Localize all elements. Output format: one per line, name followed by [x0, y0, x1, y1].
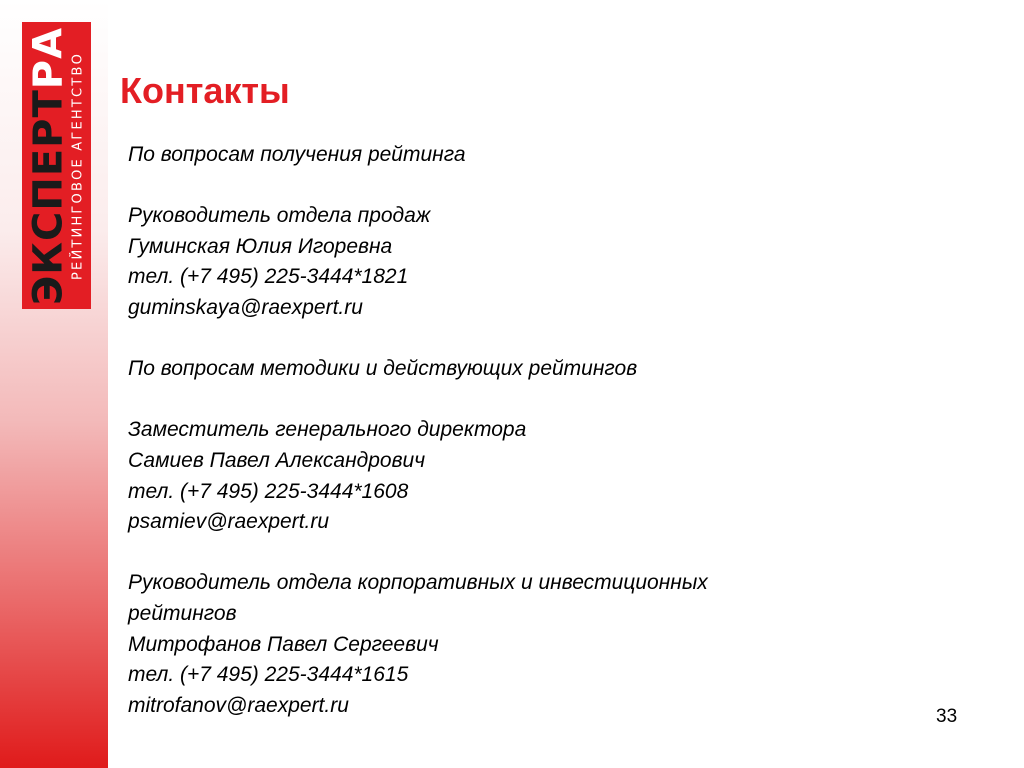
- contact-email-link[interactable]: mitrofanov@raexpert.ru: [128, 693, 349, 717]
- section-heading-methodology: По вопросам методики и действующих рейтингов: [128, 357, 638, 381]
- contacts-content: [128, 140, 888, 721]
- contact-position-continued: рейтингов: [128, 601, 237, 625]
- contact-phone: тел. (+7 495) 225-3444*1821: [128, 265, 409, 289]
- contact-name: Самиев Павел Александрович: [128, 448, 426, 472]
- contact-phone: тел. (+7 495) 225-3444*1608: [128, 479, 409, 503]
- section-heading-rating: По вопросам получения рейтинга: [128, 143, 466, 166]
- logo-word-ra: РА: [24, 26, 71, 89]
- contact-phone: тел. (+7 495) 225-3444*1615: [128, 663, 409, 687]
- expert-ra-logo: [22, 22, 91, 309]
- logo-subtitle: РЕЙТИНГОВОЕ АГЕНТСТВО: [69, 51, 85, 280]
- contact-position: Руководитель отдела корпоративных и инвестиционных: [128, 571, 708, 595]
- contact-name: Митрофанов Павел Сергеевич: [128, 632, 439, 656]
- contact-email-link[interactable]: guminskaya@raexpert.ru: [128, 295, 363, 319]
- contact-email-link[interactable]: psamiev@raexpert.ru: [128, 510, 330, 534]
- page-number: 33: [936, 706, 958, 727]
- contact-name: Гуминская Юлия Игоревна: [128, 234, 393, 258]
- page-title: Контакты: [120, 70, 290, 111]
- contact-position: Руководитель отдела продаж: [128, 204, 431, 228]
- logo-wordmark: [24, 26, 71, 305]
- contact-position: Заместитель генерального директора: [128, 418, 527, 442]
- logo-word-expert: ЭКСПЕРТ: [24, 88, 71, 305]
